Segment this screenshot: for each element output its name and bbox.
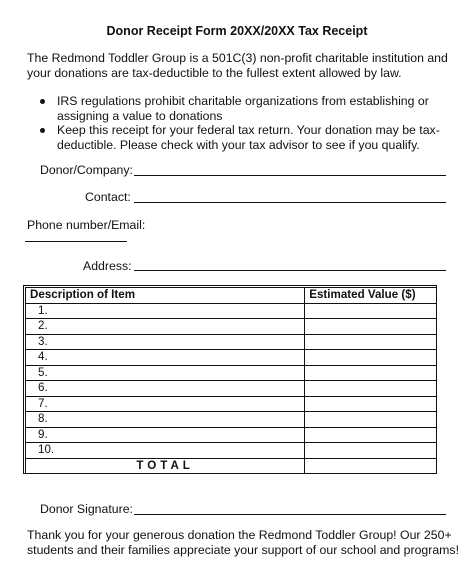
- table-row: [26, 381, 437, 397]
- phone-email-field[interactable]: [25, 241, 127, 242]
- item-value-cell[interactable]: [305, 319, 437, 335]
- phone-email-label: Phone number/Email:: [27, 218, 146, 232]
- table-row: [26, 365, 437, 381]
- table-row: [26, 303, 437, 319]
- table-row: [26, 396, 437, 412]
- total-value-cell[interactable]: [305, 458, 437, 474]
- item-description-cell[interactable]: 8.: [26, 412, 305, 428]
- item-description-cell[interactable]: 2.: [26, 319, 305, 335]
- table-row: [26, 334, 437, 350]
- item-description-cell[interactable]: 10.: [26, 443, 305, 459]
- item-description-cell[interactable]: 1.: [26, 303, 305, 319]
- item-value-cell[interactable]: [305, 381, 437, 397]
- notice-item-tax-return: Keep this receipt for your federal tax return. Your donation may be tax-deductible. Please check with your tax advisor to see if you qualify.: [27, 123, 452, 152]
- donor-company-label: Donor/Company:: [40, 163, 133, 177]
- address-label: Address:: [83, 259, 132, 273]
- item-value-cell[interactable]: [305, 396, 437, 412]
- items-table: [25, 287, 437, 474]
- total-label: TOTAL: [26, 458, 305, 474]
- item-value-cell[interactable]: [305, 334, 437, 350]
- item-value-cell[interactable]: [305, 443, 437, 459]
- item-value-cell[interactable]: [305, 365, 437, 381]
- item-description-cell[interactable]: 6.: [26, 381, 305, 397]
- closing-message: Thank you for your generous donation the Redmond Toddler Group! Our 250+ students and their families appreciate your support of our school and programs!: [27, 528, 459, 557]
- donor-company-field[interactable]: [134, 175, 446, 176]
- description-column-header: Description of Item: [26, 288, 305, 304]
- intro-paragraph: The Redmond Toddler Group is a 501C(3) non-profit charitable institution and your donations are tax-deductible to the fullest extent allowed by law.: [27, 51, 448, 80]
- notice-item-irs: IRS regulations prohibit charitable organizations from establishing or assigning a value to donations: [27, 94, 452, 123]
- item-value-cell[interactable]: [305, 412, 437, 428]
- item-value-cell[interactable]: [305, 350, 437, 366]
- table-row: [26, 443, 437, 459]
- item-description-cell[interactable]: 5.: [26, 365, 305, 381]
- contact-field[interactable]: [134, 202, 446, 203]
- table-row: [26, 427, 437, 443]
- form-title: Donor Receipt Form 20XX/20XX Tax Receipt: [106, 24, 368, 38]
- item-value-cell[interactable]: [305, 427, 437, 443]
- item-description-cell[interactable]: 3.: [26, 334, 305, 350]
- address-field[interactable]: [134, 270, 446, 271]
- notice-list: [27, 94, 452, 152]
- item-value-cell[interactable]: [305, 303, 437, 319]
- item-description-cell[interactable]: 7.: [26, 396, 305, 412]
- item-description-cell[interactable]: 9.: [26, 427, 305, 443]
- total-row: [26, 458, 437, 474]
- value-column-header: Estimated Value ($): [305, 288, 437, 304]
- table-row: [26, 412, 437, 428]
- table-row: [26, 350, 437, 366]
- contact-label: Contact:: [85, 190, 131, 204]
- donor-signature-label: Donor Signature:: [40, 502, 133, 516]
- table-row: [26, 319, 437, 335]
- table-header-row: [26, 288, 437, 304]
- item-description-cell[interactable]: 4.: [26, 350, 305, 366]
- donor-signature-field[interactable]: [134, 514, 446, 515]
